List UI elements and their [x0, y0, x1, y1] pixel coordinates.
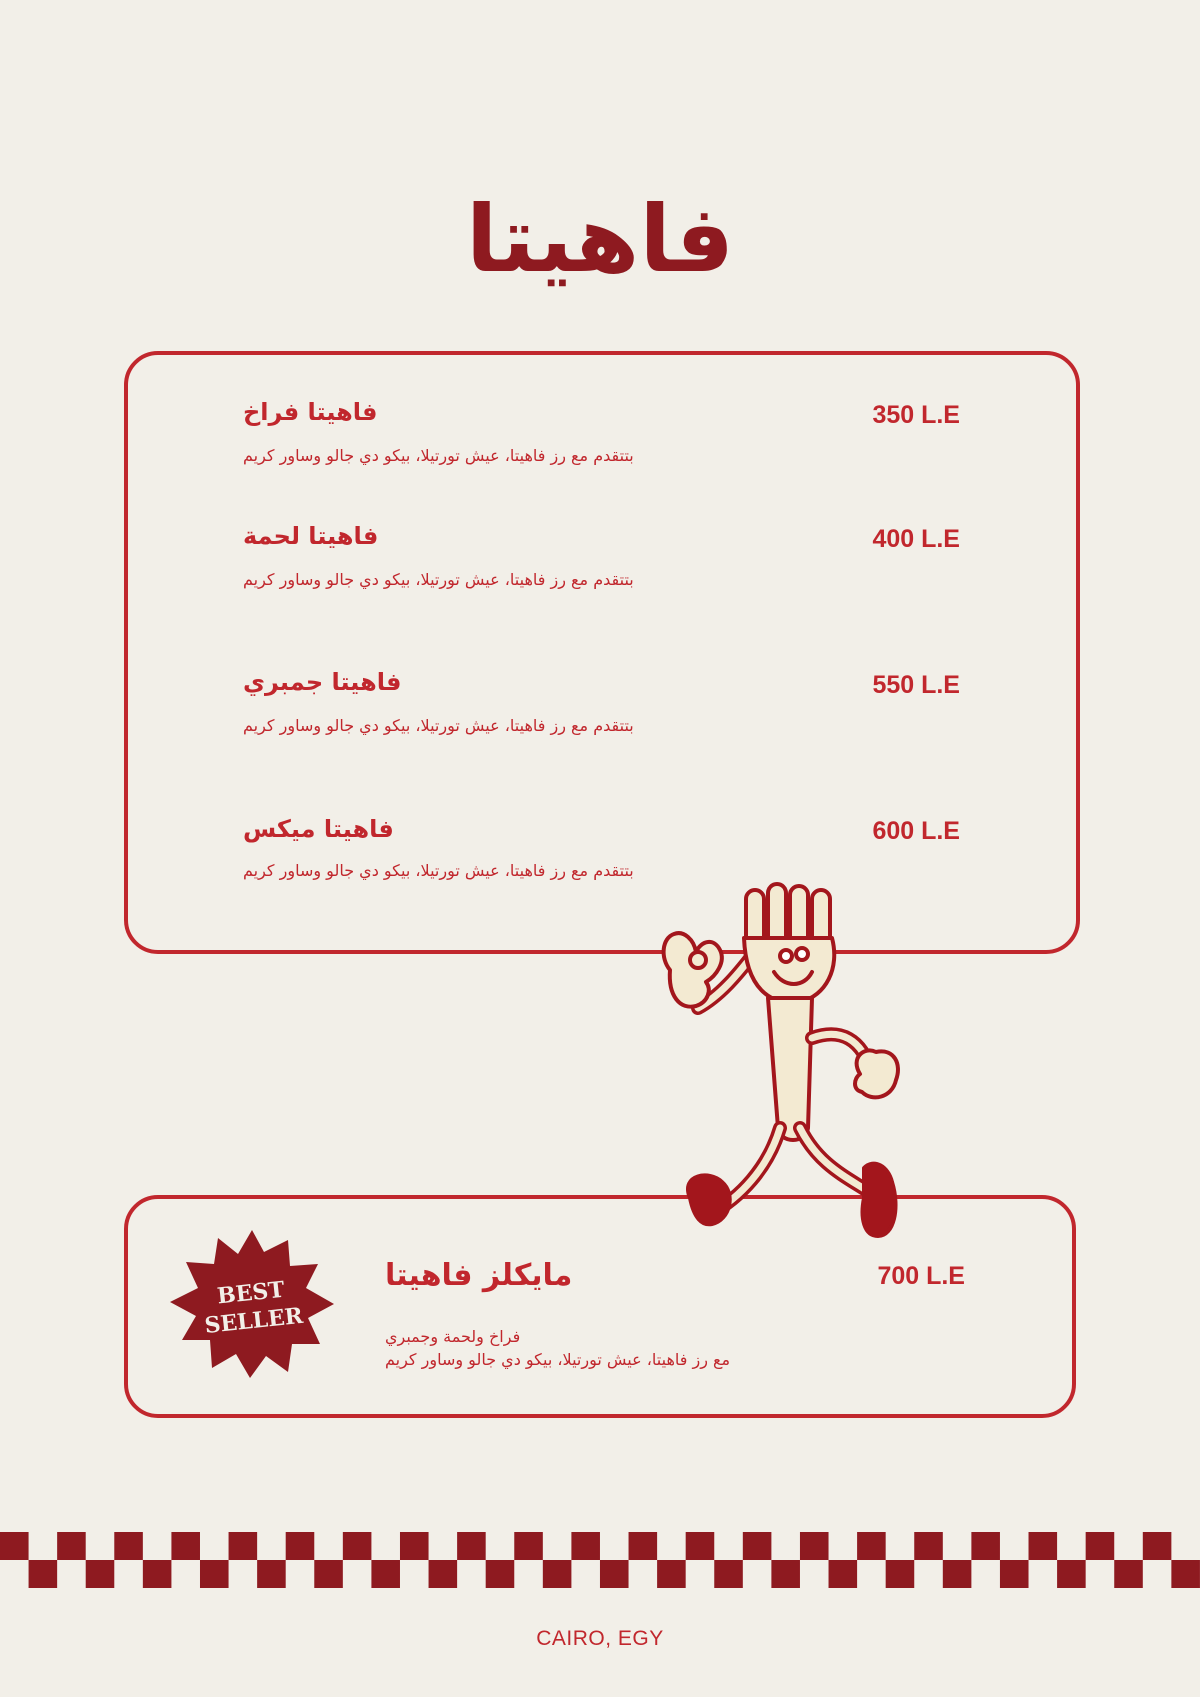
- best-seller-name: مايكلز فاهيتا: [385, 1258, 573, 1293]
- menu-item-description: بتتقدم مع رز فاهيتا، عيش تورتيلا، بيكو دي جالو وساور كريم: [243, 861, 634, 880]
- badge-line-2: SELLER: [203, 1302, 305, 1339]
- menu-item-price: 350 L.E: [872, 401, 960, 429]
- checker-square: [800, 1532, 829, 1560]
- badge-line-1: BEST: [215, 1276, 286, 1310]
- checker-square: [886, 1560, 915, 1588]
- checker-square: [714, 1560, 743, 1588]
- walking-fork-mascot-icon: [650, 878, 960, 1248]
- checker-square: [229, 1532, 258, 1560]
- menu-item-description: بتتقدم مع رز فاهيتا، عيش تورتيلا، بيكو دي جالو وساور كريم: [243, 570, 634, 589]
- menu-item-description: بتتقدم مع رز فاهيتا، عيش تورتيلا، بيكو دي جالو وساور كريم: [243, 446, 634, 465]
- menu-item-price: 550 L.E: [872, 671, 960, 699]
- checker-square: [1057, 1560, 1086, 1588]
- checker-square: [314, 1560, 343, 1588]
- menu-item-price: 400 L.E: [872, 525, 960, 553]
- checker-square: [0, 1532, 29, 1560]
- checker-square: [429, 1560, 458, 1588]
- best-seller-line-1: فراخ ولحمة وجمبري: [385, 1327, 521, 1346]
- checker-square: [457, 1532, 486, 1560]
- checker-square: [486, 1560, 515, 1588]
- best-seller-price: 700 L.E: [877, 1262, 965, 1290]
- checker-square: [857, 1532, 886, 1560]
- checker-square: [1114, 1560, 1143, 1588]
- checker-square: [29, 1560, 58, 1588]
- checker-square: [600, 1560, 629, 1588]
- checker-square: [286, 1532, 315, 1560]
- checker-square: [57, 1532, 86, 1560]
- menu-item-name: فاهيتا لحمة: [243, 522, 379, 550]
- best-seller-badge: [168, 1228, 336, 1380]
- checker-square: [1171, 1560, 1200, 1588]
- checker-square: [686, 1532, 715, 1560]
- checker-square: [1000, 1560, 1029, 1588]
- checker-square: [914, 1532, 943, 1560]
- page-title: فاهيتا: [465, 186, 735, 293]
- checker-square: [257, 1560, 286, 1588]
- checker-square: [1029, 1532, 1058, 1560]
- checker-square: [114, 1532, 143, 1560]
- menu-item-name: فاهيتا جمبري: [243, 668, 402, 696]
- checker-square: [571, 1532, 600, 1560]
- checkerboard-border: [0, 1532, 1200, 1588]
- checker-square: [829, 1560, 858, 1588]
- checker-square: [771, 1560, 800, 1588]
- best-seller-line-2: مع رز فاهيتا، عيش تورتيلا، بيكو دي جالو وساور كريم: [385, 1350, 731, 1369]
- checker-square: [1086, 1532, 1115, 1560]
- checker-square: [514, 1532, 543, 1560]
- checker-square: [371, 1560, 400, 1588]
- checker-square: [171, 1532, 200, 1560]
- menu-item-name: فاهيتا ميكس: [243, 815, 394, 843]
- checker-square: [743, 1532, 772, 1560]
- footer-location: CAIRO, EGY: [536, 1627, 664, 1650]
- menu-item-name: فاهيتا فراخ: [243, 398, 378, 426]
- checker-square: [943, 1560, 972, 1588]
- checker-square: [200, 1560, 229, 1588]
- menu-item-description: بتتقدم مع رز فاهيتا، عيش تورتيلا، بيكو دي جالو وساور كريم: [243, 716, 634, 735]
- checker-square: [657, 1560, 686, 1588]
- checker-square: [1143, 1532, 1172, 1560]
- menu-item-price: 600 L.E: [872, 817, 960, 845]
- checker-square: [143, 1560, 172, 1588]
- checker-square: [343, 1532, 372, 1560]
- checker-square: [400, 1532, 429, 1560]
- checker-square: [543, 1560, 572, 1588]
- checker-square: [971, 1532, 1000, 1560]
- checker-square: [86, 1560, 115, 1588]
- checker-square: [629, 1532, 658, 1560]
